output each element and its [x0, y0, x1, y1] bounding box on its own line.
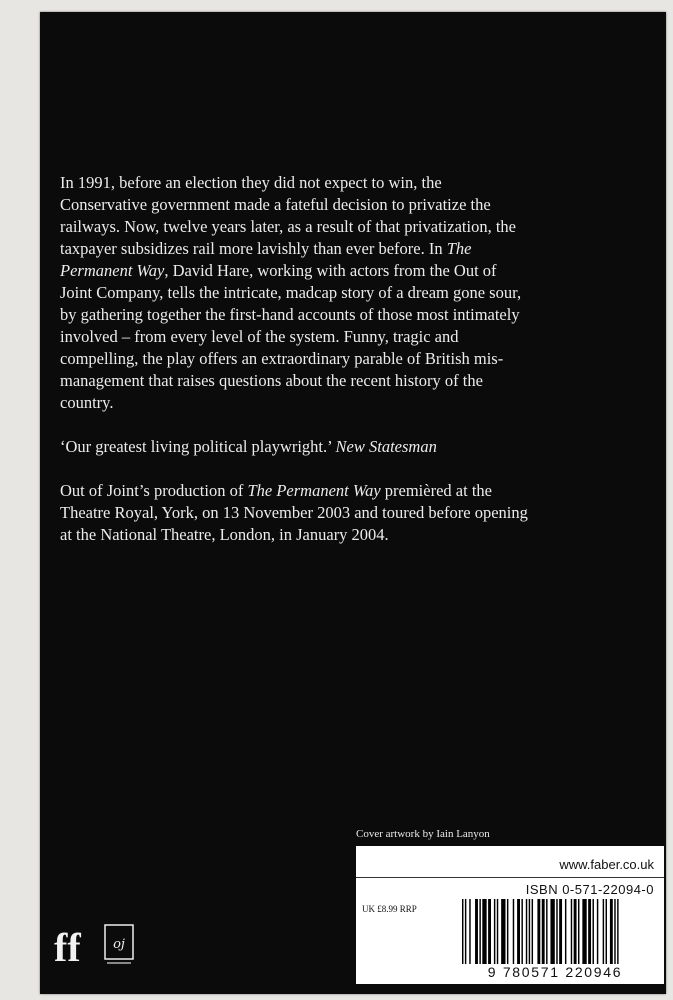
- faber-logo: ff: [54, 925, 81, 970]
- barcode-bar: [556, 899, 557, 964]
- barcode-bar: [578, 899, 579, 964]
- barcode-bar: [542, 899, 545, 964]
- publisher-url: www.faber.co.uk: [559, 857, 654, 872]
- barcode-bar: [513, 899, 514, 964]
- barcode-bar: [588, 899, 591, 964]
- isbn-number: ISBN 0-571-22094-0: [525, 882, 654, 897]
- barcode-bar: [610, 899, 613, 964]
- barcode-bar: [582, 899, 586, 964]
- barcode-bar: [571, 899, 572, 964]
- text-run: In 1991, before an election they did not expect to win, the Conservative government made a fateful decision to privatize the railways. Now, twelve years later, as a result of that privatization, the taxpayer subsidizes rail more lavishly than ever before. In: [60, 173, 516, 258]
- barcode-bar: [479, 899, 480, 964]
- barcode: [460, 899, 656, 964]
- back-cover: [40, 12, 666, 994]
- barcode-bar: [465, 899, 466, 964]
- barcode-bar: [507, 899, 508, 964]
- text-run: ‘Our greatest living political playwright.’: [60, 437, 336, 456]
- barcode-bar: [482, 899, 486, 964]
- italic-title-text: The Permanent Way: [247, 481, 381, 500]
- barcode-bar: [593, 899, 594, 964]
- barcode-bar: [521, 899, 522, 964]
- blurb-paragraph-synopsis: [60, 172, 530, 414]
- cover-artwork-credit: Cover artwork by Iain Lanyon: [356, 828, 490, 840]
- text-run: , David Hare, working with actors from the Out of Joint Company, tells the intricate, madcap story of a dream gone sour, by gathering together the first-hand accounts of those most intimately involved – from every level of the system. Funny, tragic and compelling, the play offers an extraordinary parable of British mis-management that raises questions about the recent history of the country.: [60, 261, 522, 412]
- text-run: premièred at the Theatre Royal, York, on 13 November 2003 and toured before opening at the National Theatre, London, in January 2004.: [60, 481, 528, 544]
- barcode-bar: [574, 899, 577, 964]
- barcode-bar: [532, 899, 533, 964]
- barcode-bar: [606, 899, 607, 964]
- italic-title-text: New Statesman: [335, 437, 437, 456]
- out-of-joint-logo: [104, 924, 134, 968]
- barcode-bar: [526, 899, 527, 964]
- barcode-bar: [546, 899, 547, 964]
- divider: [356, 877, 664, 878]
- svg-text:oj: oj: [113, 937, 125, 952]
- price-label: UK £8.99 RRP: [362, 904, 417, 914]
- barcode-bar: [603, 899, 604, 964]
- barcode-bar: [559, 899, 562, 964]
- barcode-bar: [529, 899, 530, 964]
- barcode-bar: [475, 899, 478, 964]
- isbn-panel: [356, 846, 664, 984]
- barcode-bar: [614, 899, 615, 964]
- barcode-bar: [488, 899, 491, 964]
- barcode-bar: [550, 899, 554, 964]
- barcode-bar: [462, 899, 463, 964]
- barcode-bar: [565, 899, 566, 964]
- blurb-paragraph-production: [60, 480, 530, 546]
- text-run: Out of Joint’s production of: [60, 481, 248, 500]
- barcode-bar: [597, 899, 598, 964]
- barcode-bar: [501, 899, 505, 964]
- barcode-bar: [537, 899, 540, 964]
- barcode-bar: [517, 899, 520, 964]
- barcode-number: 9 780571 220946: [487, 964, 623, 980]
- barcode-bar: [497, 899, 498, 964]
- blurb-text: [60, 172, 530, 568]
- barcode-bar: [494, 899, 495, 964]
- barcode-bar: [617, 899, 618, 964]
- italic-title-text: The Permanent Way: [60, 239, 472, 280]
- barcode-bar: [469, 899, 470, 964]
- blurb-paragraph-quote: [60, 436, 530, 458]
